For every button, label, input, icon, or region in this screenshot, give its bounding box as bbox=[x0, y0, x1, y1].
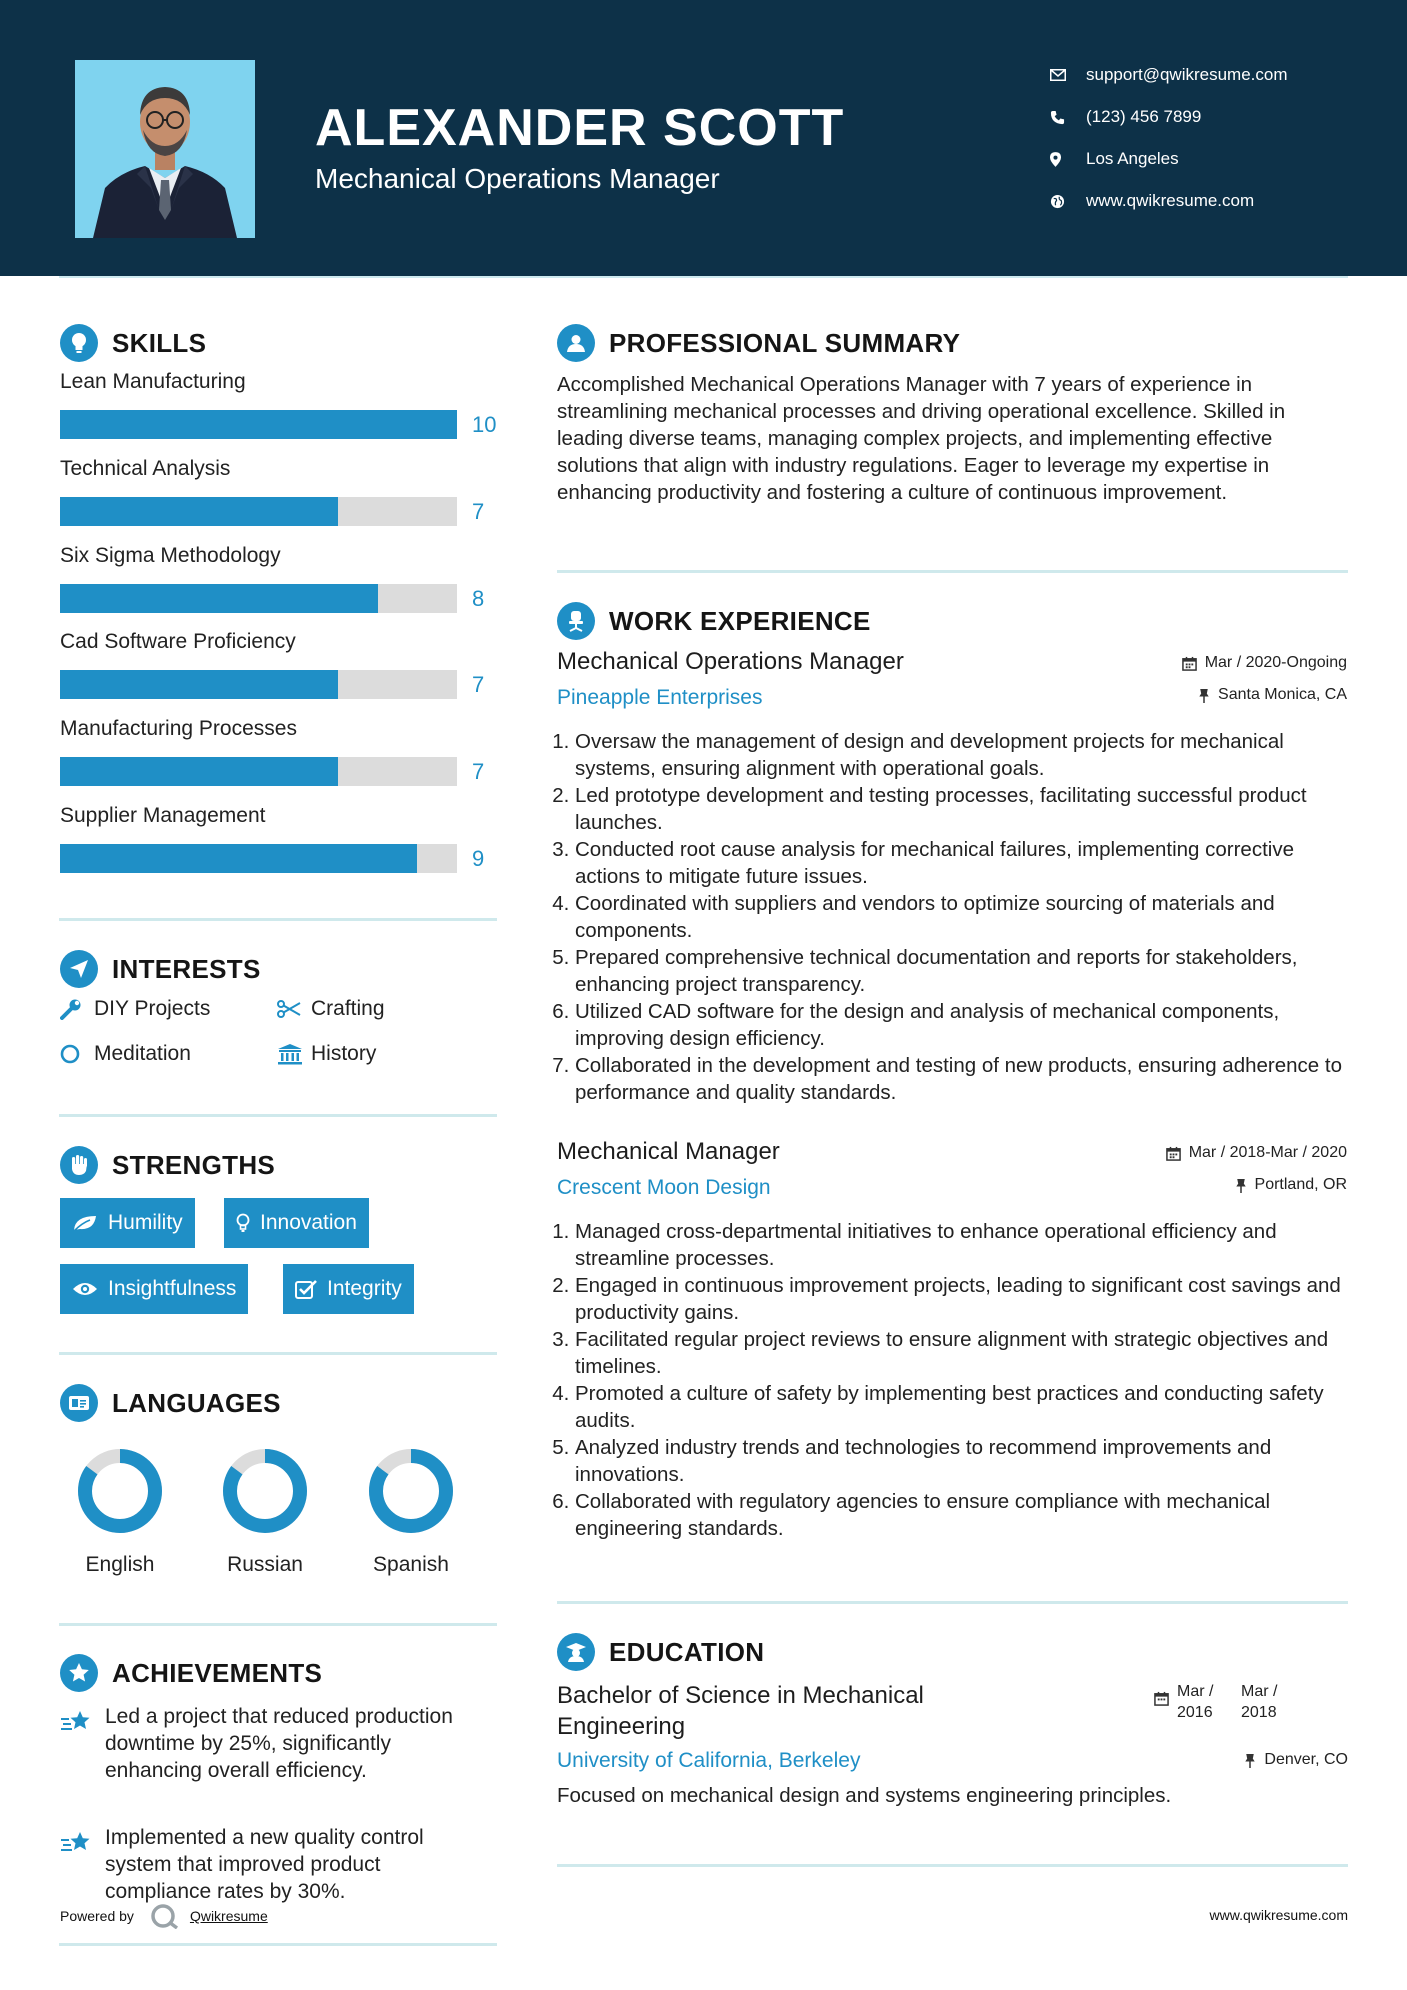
job-date bbox=[1166, 1144, 1347, 1162]
resume-header bbox=[0, 0, 1407, 276]
education-end bbox=[1237, 1681, 1293, 1723]
achievement-item bbox=[60, 1703, 490, 1784]
skill-name: Cad Software Proficiency bbox=[60, 630, 296, 653]
language-item bbox=[351, 1446, 471, 1577]
interest-label: History bbox=[311, 1042, 377, 1065]
user-icon bbox=[557, 324, 595, 362]
languages-title: LANGUAGES bbox=[112, 1387, 281, 1418]
summary-title: PROFESSIONAL SUMMARY bbox=[609, 327, 961, 358]
duty-item: 4. Coordinated with suppliers and vendors to optimize sourcing of materials and components. bbox=[575, 890, 1355, 944]
skill-value: 7 bbox=[472, 759, 485, 784]
skills-heading bbox=[60, 324, 206, 362]
profile-photo bbox=[75, 60, 255, 238]
contact-location bbox=[1050, 138, 1390, 180]
education-start-year: 2016 bbox=[1177, 1704, 1213, 1721]
job-company: Crescent Moon Design bbox=[557, 1176, 771, 1199]
skill-name: Six Sigma Methodology bbox=[60, 544, 281, 567]
job-date bbox=[1182, 654, 1347, 672]
qwikresume-logo-icon bbox=[150, 1903, 180, 1929]
duty-item: 2. Engaged in continuous improvement projects, leading to significant cost savings and productivity gains. bbox=[575, 1272, 1355, 1326]
language-donut bbox=[205, 1446, 325, 1536]
skill-bar-fill bbox=[60, 844, 417, 873]
phone-icon bbox=[1050, 110, 1086, 125]
duty-item: 5. Prepared comprehensive technical documentation and reports for stakeholders, enhancing project transparency. bbox=[575, 944, 1355, 998]
education-location-text: Denver, CO bbox=[1264, 1751, 1348, 1768]
duty-item: 6. Utilized CAD software for the design and analysis of mechanical components, improving design efficiency. bbox=[575, 998, 1355, 1052]
education-school: University of California, Berkeley bbox=[557, 1749, 861, 1772]
skill-item bbox=[60, 804, 500, 871]
duty-item: 6. Collaborated with regulatory agencies to ensure compliance with mechanical engineering standards. bbox=[575, 1488, 1355, 1542]
skill-name: Lean Manufacturing bbox=[60, 370, 246, 393]
skill-value: 7 bbox=[472, 672, 485, 697]
interest-item bbox=[277, 997, 385, 1021]
skill-value: 8 bbox=[472, 586, 485, 611]
interest-item bbox=[60, 1042, 191, 1066]
pushpin-icon bbox=[1244, 1753, 1256, 1768]
skill-name: Supplier Management bbox=[60, 804, 266, 827]
powered-by bbox=[60, 1903, 268, 1929]
job-location bbox=[1198, 686, 1347, 704]
skill-bar bbox=[60, 844, 457, 873]
job-entry bbox=[557, 1138, 1347, 1200]
summary-heading bbox=[557, 324, 960, 362]
language-label: English bbox=[85, 1553, 155, 1576]
language-card-icon bbox=[60, 1384, 98, 1422]
achievement-text: Led a project that reduced production downtime by 25%, significantly enhancing overall efficiency. bbox=[105, 1705, 453, 1782]
lightbulb-icon bbox=[236, 1213, 250, 1233]
interest-label: DIY Projects bbox=[94, 997, 211, 1020]
language-label: Russian bbox=[227, 1553, 303, 1576]
interest-item bbox=[277, 1042, 376, 1066]
contact-phone[interactable] bbox=[1050, 96, 1390, 138]
contact-phone-text: (123) 456 7899 bbox=[1086, 107, 1202, 126]
contact-website-text: www.qwikresume.com bbox=[1086, 191, 1255, 210]
skill-bar bbox=[60, 497, 457, 526]
museum-icon bbox=[277, 1043, 311, 1065]
contact-email[interactable] bbox=[1050, 54, 1390, 96]
qwikresume-link[interactable]: Qwikresume bbox=[189, 1908, 268, 1924]
star-badge-icon bbox=[60, 1654, 98, 1692]
section-divider bbox=[59, 918, 497, 921]
education-location bbox=[1244, 1751, 1348, 1769]
job-date-text: Mar / 2020-Ongoing bbox=[1204, 654, 1347, 671]
globe-icon bbox=[1050, 194, 1086, 209]
section-divider bbox=[59, 1352, 497, 1355]
skill-item bbox=[60, 630, 500, 697]
job-role: Mechanical Manager bbox=[557, 1138, 780, 1165]
office-chair-icon bbox=[557, 602, 595, 640]
scissors-icon bbox=[277, 1000, 311, 1018]
strength-tag bbox=[60, 1198, 195, 1248]
section-divider bbox=[59, 1114, 497, 1117]
powered-by-text: Powered by bbox=[60, 1908, 134, 1924]
interest-label: Meditation bbox=[94, 1042, 191, 1065]
interest-item bbox=[60, 997, 210, 1021]
strength-tag bbox=[283, 1264, 414, 1314]
skill-bar-fill bbox=[60, 584, 378, 613]
skill-value: 7 bbox=[472, 499, 485, 524]
skill-bar bbox=[60, 757, 457, 786]
pushpin-icon bbox=[1198, 688, 1210, 703]
paper-plane-icon bbox=[60, 950, 98, 988]
skill-name: Technical Analysis bbox=[60, 457, 231, 480]
circle-icon bbox=[60, 1043, 94, 1065]
job-company: Pineapple Enterprises bbox=[557, 686, 763, 709]
interests-heading bbox=[60, 950, 261, 988]
strengths-heading bbox=[60, 1146, 275, 1184]
language-item bbox=[205, 1446, 325, 1577]
languages-heading bbox=[60, 1384, 281, 1422]
skill-bar-fill bbox=[60, 757, 338, 786]
education-start bbox=[1177, 1681, 1237, 1723]
achievement-item bbox=[60, 1824, 490, 1905]
raised-fist-icon bbox=[60, 1146, 98, 1184]
duty-item: 4. Promoted a culture of safety by implementing best practices and conducting safety audits. bbox=[575, 1380, 1355, 1434]
skill-bar bbox=[60, 410, 457, 439]
calendar-icon bbox=[1182, 656, 1197, 671]
experience-heading bbox=[557, 602, 871, 640]
language-label: Spanish bbox=[373, 1553, 449, 1576]
education-end-year: 2018 bbox=[1241, 1704, 1277, 1721]
wrench-icon bbox=[60, 998, 94, 1020]
shooting-star-icon bbox=[60, 1703, 105, 1784]
education-description: Focused on mechanical design and systems engineering principles. bbox=[557, 1784, 1172, 1807]
education-start-month: Mar / bbox=[1177, 1683, 1214, 1700]
summary-text: Accomplished Mechanical Operations Manager with 7 years of experience in streamlining mechanical processes and driving operational excellence. Skilled in leading diverse teams, managing complex projects, and implementing effective solutions that align with industry regulations. Eager to leverage my expertise in enhancing productivity and fostering a culture of continuous improvement. bbox=[557, 373, 1286, 504]
education-title: EDUCATION bbox=[609, 1636, 765, 1667]
duty-item: 3. Conducted root cause analysis for mechanical failures, implementing corrective actions to mitigate future issues. bbox=[575, 836, 1355, 890]
strength-tag bbox=[60, 1264, 248, 1314]
contact-info bbox=[1050, 54, 1390, 222]
lightbulb-icon bbox=[60, 324, 98, 362]
footer-url[interactable]: www.qwikresume.com bbox=[1209, 1907, 1348, 1923]
duty-item: 1. Oversaw the management of design and development projects for mechanical systems, ensuring alignment with operational goals. bbox=[575, 728, 1355, 782]
section-divider bbox=[59, 1943, 497, 1946]
duty-item: 5. Analyzed industry trends and technologies to recommend improvements and innovations. bbox=[575, 1434, 1355, 1488]
job-entry bbox=[557, 648, 1347, 710]
candidate-title: Mechanical Operations Manager bbox=[315, 163, 720, 194]
skill-bar-fill bbox=[60, 410, 457, 439]
contact-website[interactable] bbox=[1050, 180, 1390, 222]
achievements-title: ACHIEVEMENTS bbox=[112, 1657, 323, 1688]
interest-label: Crafting bbox=[311, 997, 385, 1020]
education-dates bbox=[1154, 1681, 1293, 1723]
experience-title: WORK EXPERIENCE bbox=[609, 605, 871, 636]
header-divider bbox=[59, 276, 1348, 278]
language-item bbox=[60, 1446, 180, 1577]
shooting-star-icon bbox=[60, 1824, 105, 1905]
candidate-name: ALEXANDER SCOTT bbox=[315, 99, 845, 157]
section-divider bbox=[59, 1623, 497, 1626]
job-role: Mechanical Operations Manager bbox=[557, 648, 904, 675]
skill-value: 10 bbox=[472, 412, 497, 437]
section-divider bbox=[557, 570, 1348, 573]
strengths-title: STRENGTHS bbox=[112, 1149, 276, 1180]
education-degree: Bachelor of Science in Mechanical Engineering bbox=[557, 1682, 924, 1740]
calendar-icon bbox=[1166, 1146, 1181, 1161]
achievements-heading bbox=[60, 1654, 322, 1692]
achievement-text: Implemented a new quality control system that improved product compliance rates by 30%. bbox=[105, 1826, 424, 1903]
skill-item bbox=[60, 544, 500, 611]
graduate-icon bbox=[557, 1633, 595, 1671]
job-location bbox=[1235, 1176, 1347, 1194]
envelope-icon bbox=[1050, 69, 1086, 81]
skill-item bbox=[60, 370, 500, 437]
strength-label: Humility bbox=[108, 1211, 183, 1234]
section-divider bbox=[557, 1864, 1348, 1867]
strength-label: Integrity bbox=[327, 1277, 402, 1300]
skills-title: SKILLS bbox=[112, 327, 207, 358]
contact-email-text: support@qwikresume.com bbox=[1086, 65, 1288, 84]
duty-item: 7. Collaborated in the development and testing of new products, ensuring adherence to performance and quality standards. bbox=[575, 1052, 1355, 1106]
strength-tag bbox=[224, 1198, 369, 1248]
skill-value: 9 bbox=[472, 846, 485, 871]
location-pin-icon bbox=[1050, 152, 1086, 167]
skill-name: Manufacturing Processes bbox=[60, 717, 297, 740]
duty-item: 3. Facilitated regular project reviews to ensure alignment with strategic objectives and timelines. bbox=[575, 1326, 1355, 1380]
language-donut bbox=[351, 1446, 471, 1536]
strength-label: Insightfulness bbox=[108, 1277, 237, 1300]
leaf-icon bbox=[72, 1214, 98, 1232]
language-donut bbox=[60, 1446, 180, 1536]
strength-label: Innovation bbox=[260, 1211, 357, 1234]
skill-bar bbox=[60, 670, 457, 699]
contact-location-text: Los Angeles bbox=[1086, 149, 1179, 168]
check-square-icon bbox=[295, 1279, 317, 1299]
skill-bar-fill bbox=[60, 670, 338, 699]
job-date-text: Mar / 2018-Mar / 2020 bbox=[1188, 1144, 1347, 1161]
skill-item bbox=[60, 717, 500, 784]
duty-item: 1. Managed cross-departmental initiatives to enhance operational efficiency and streamline processes. bbox=[575, 1218, 1355, 1272]
calendar-icon bbox=[1154, 1681, 1169, 1723]
skill-bar bbox=[60, 584, 457, 613]
job-duties bbox=[575, 1218, 1355, 1542]
job-duties bbox=[575, 728, 1355, 1106]
job-location-text: Portland, OR bbox=[1254, 1176, 1347, 1193]
eye-icon bbox=[72, 1281, 98, 1297]
section-divider bbox=[557, 1601, 1348, 1604]
interests-title: INTERESTS bbox=[112, 953, 261, 984]
skill-item bbox=[60, 457, 500, 524]
skill-bar-fill bbox=[60, 497, 338, 526]
duty-item: 2. Led prototype development and testing processes, facilitating successful product launches. bbox=[575, 782, 1355, 836]
job-location-text: Santa Monica, CA bbox=[1218, 686, 1347, 703]
pushpin-icon bbox=[1235, 1178, 1247, 1193]
education-heading bbox=[557, 1633, 764, 1671]
education-end-month: Mar / bbox=[1241, 1683, 1278, 1700]
